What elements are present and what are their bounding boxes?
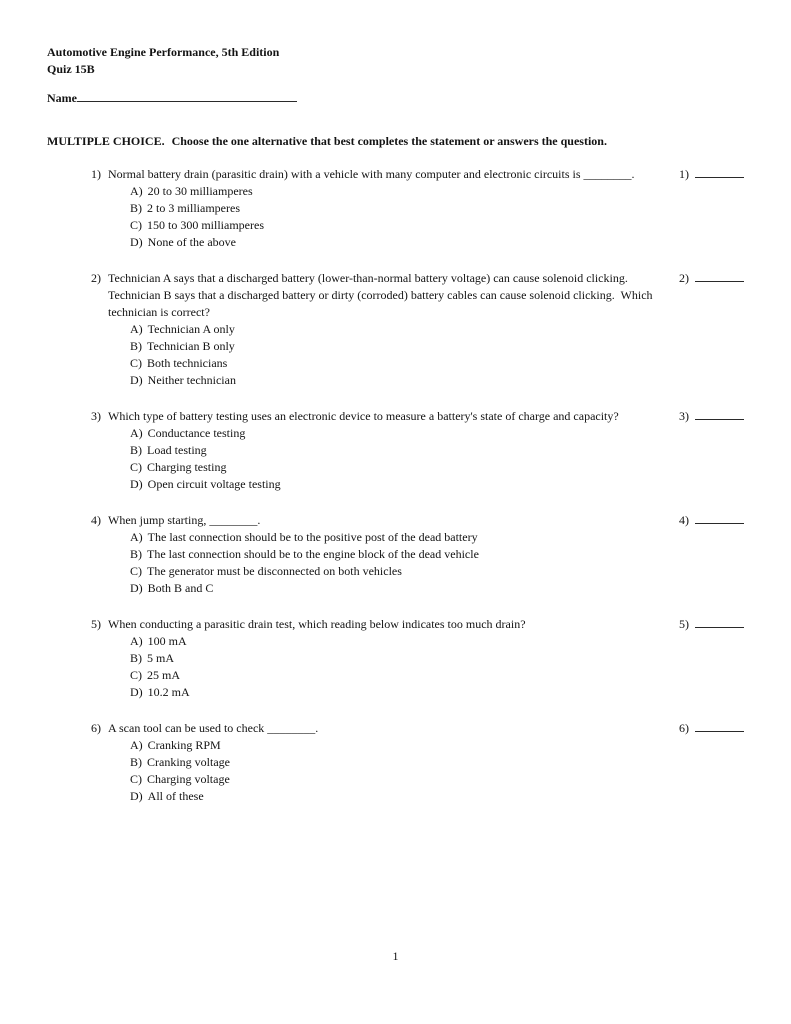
choice-letter: D): [130, 477, 143, 491]
choice-text: The last connection should be to the engine block of the dead vehicle: [147, 547, 479, 561]
name-underline[interactable]: [77, 89, 297, 102]
choice-letter: C): [130, 564, 142, 578]
choice-letter: C): [130, 218, 142, 232]
question: [91, 616, 749, 701]
choice: [108, 563, 669, 580]
choice-text: 5 mA: [147, 651, 174, 665]
question-main: [91, 616, 669, 701]
section-instructions: [47, 133, 749, 150]
question: [91, 270, 749, 389]
choice-list: [108, 737, 669, 805]
choice: [108, 355, 669, 372]
choice: [108, 754, 669, 771]
answer-slot: [679, 408, 749, 425]
choice-list: [108, 183, 669, 251]
choice-text: Technician B only: [147, 339, 235, 353]
choice-letter: A): [130, 322, 143, 336]
choice-text: 25 mA: [147, 668, 180, 682]
choice-letter: B): [130, 339, 142, 353]
doc-title: Automotive Engine Performance, 5th Edition: [47, 45, 280, 59]
question-number: 6): [91, 721, 101, 735]
choice-text: 150 to 300 milliamperes: [147, 218, 264, 232]
question-body: [108, 166, 669, 251]
choice-text: 2 to 3 milliamperes: [147, 201, 240, 215]
choice: [108, 633, 669, 650]
question: [91, 408, 749, 493]
choice: [108, 580, 669, 597]
choice-letter: A): [130, 530, 143, 544]
choice-list: [108, 321, 669, 389]
question-text: When jump starting, ________.: [108, 513, 261, 527]
choice-letter: A): [130, 634, 143, 648]
choice: [108, 771, 669, 788]
choice-letter: A): [130, 426, 143, 440]
choice: [108, 529, 669, 546]
choice-text: The last connection should be to the positive post of the dead battery: [147, 530, 478, 544]
question: [91, 166, 749, 251]
answer-blank[interactable]: [695, 166, 744, 178]
doc-subtitle: Quiz 15B: [47, 62, 95, 76]
answer-blank[interactable]: [695, 408, 744, 420]
question: [91, 720, 749, 805]
choice: [108, 234, 669, 251]
choice: [108, 321, 669, 338]
answer-slot: [679, 166, 749, 183]
answer-slot: [679, 720, 749, 737]
choice: [108, 684, 669, 701]
question-main: [91, 720, 669, 805]
question-main: [91, 512, 669, 597]
answer-slot: [679, 512, 749, 529]
answer-blank[interactable]: [695, 720, 744, 732]
question-main: [91, 166, 669, 251]
choice-letter: B): [130, 755, 142, 769]
choice-text: Open circuit voltage testing: [147, 477, 281, 491]
choice: [108, 372, 669, 389]
question-number: 4): [91, 513, 101, 527]
choice-list: [108, 633, 669, 701]
answer-number: 4): [679, 513, 689, 527]
question-main: [91, 408, 669, 493]
choice-letter: A): [130, 738, 143, 752]
choice-text: 100 mA: [147, 634, 187, 648]
choice: [108, 788, 669, 805]
question-number: 3): [91, 409, 101, 423]
choice-letter: A): [130, 184, 143, 198]
choice: [108, 476, 669, 493]
choice-text: 20 to 30 milliamperes: [147, 184, 253, 198]
choice-text: Cranking voltage: [147, 755, 230, 769]
choice-letter: D): [130, 789, 143, 803]
choice: [108, 338, 669, 355]
question-body: [108, 720, 669, 805]
choice: [108, 459, 669, 476]
choice-letter: B): [130, 651, 142, 665]
choice-text: All of these: [147, 789, 204, 803]
question-body: [108, 408, 669, 493]
question-number: 2): [91, 271, 101, 285]
answer-number: 5): [679, 617, 689, 631]
instructions-text: Choose the one alternative that best completes the statement or answers the question.: [171, 134, 607, 148]
answer-blank[interactable]: [695, 512, 744, 524]
choice-letter: C): [130, 356, 142, 370]
answer-blank[interactable]: [695, 616, 744, 628]
choice-list: [108, 529, 669, 597]
question-number: 1): [91, 167, 101, 181]
choice-letter: C): [130, 460, 142, 474]
choice-letter: B): [130, 443, 142, 457]
question-number: 5): [91, 617, 101, 631]
choice-letter: C): [130, 772, 142, 786]
choice: [108, 737, 669, 754]
choice-text: The generator must be disconnected on both vehicles: [147, 564, 402, 578]
question-body: [108, 512, 669, 597]
page-number: 1: [392, 949, 399, 963]
choice-letter: C): [130, 668, 142, 682]
question-text: Technician A says that a discharged battery (lower-than-normal battery voltage) can cause solenoid clicking. Technician B says that a discharged battery or dirty (corroded) battery cables can cause solenoid clicking. Which technician is correct?: [108, 271, 656, 319]
instructions-label: MULTIPLE CHOICE.: [47, 134, 165, 148]
choice-text: Load testing: [147, 443, 207, 457]
choice: [108, 200, 669, 217]
question-list: [91, 166, 749, 805]
choice-text: Both technicians: [147, 356, 228, 370]
question-text: Which type of battery testing uses an electronic device to measure a battery's state of charge and capacity?: [108, 409, 619, 423]
choice: [108, 546, 669, 563]
answer-number: 3): [679, 409, 689, 423]
question-text: When conducting a parasitic drain test, which reading below indicates too much drain?: [108, 617, 526, 631]
choice: [108, 650, 669, 667]
choice-list: [108, 425, 669, 493]
choice-text: Both B and C: [147, 581, 214, 595]
question-body: [108, 616, 669, 701]
choice-text: Charging voltage: [147, 772, 230, 786]
doc-header: [47, 44, 749, 78]
choice: [108, 667, 669, 684]
choice-letter: D): [130, 581, 143, 595]
choice: [108, 183, 669, 200]
question: [91, 512, 749, 597]
answer-number: 1): [679, 167, 689, 181]
choice: [108, 217, 669, 234]
choice: [108, 425, 669, 442]
answer-number: 2): [679, 271, 689, 285]
choice-letter: B): [130, 201, 142, 215]
choice-letter: D): [130, 235, 143, 249]
question-body: [108, 270, 669, 389]
page-footer: [0, 948, 791, 965]
choice-text: Conductance testing: [147, 426, 246, 440]
answer-number: 6): [679, 721, 689, 735]
answer-slot: [679, 270, 749, 287]
choice-text: Technician A only: [147, 322, 235, 336]
answer-blank[interactable]: [695, 270, 744, 282]
name-row: [47, 89, 749, 107]
question-text: Normal battery drain (parasitic drain) with a vehicle with many computer and electronic circuits is ________.: [108, 167, 635, 181]
choice-text: None of the above: [147, 235, 236, 249]
choice-text: 10.2 mA: [147, 685, 190, 699]
choice-letter: D): [130, 685, 143, 699]
choice-text: Neither technician: [147, 373, 236, 387]
question-main: [91, 270, 669, 389]
answer-slot: [679, 616, 749, 633]
choice-text: Cranking RPM: [147, 738, 221, 752]
question-text: A scan tool can be used to check ________.: [108, 721, 319, 735]
name-label: Name: [47, 91, 77, 105]
choice-text: Charging testing: [147, 460, 227, 474]
choice-letter: D): [130, 373, 143, 387]
choice: [108, 442, 669, 459]
choice-letter: B): [130, 547, 142, 561]
